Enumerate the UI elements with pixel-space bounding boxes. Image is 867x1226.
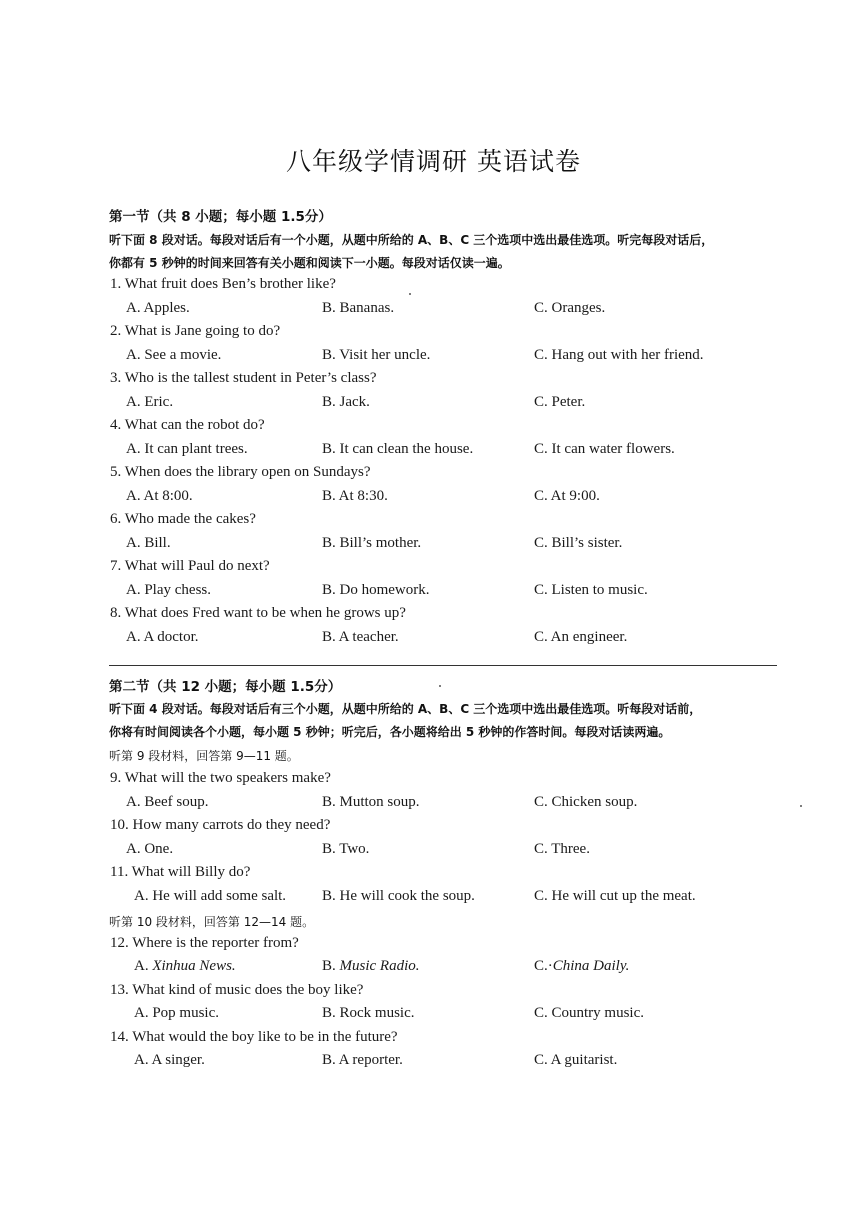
option-b: B. A teacher. bbox=[322, 629, 399, 645]
question-6: 6. Who made the cakes? bbox=[110, 511, 256, 527]
question-3: 3. Who is the tallest student in Peter’s class? bbox=[110, 370, 377, 386]
option-a: A. A singer. bbox=[134, 1052, 205, 1068]
option-b: B. At 8:30. bbox=[322, 488, 388, 504]
option-b: B. Do homework. bbox=[322, 582, 430, 598]
option-c: C. He will cut up the meat. bbox=[534, 888, 696, 904]
option-a: A. Apples. bbox=[126, 300, 190, 316]
option-a: A. A doctor. bbox=[126, 629, 199, 645]
question-4-options bbox=[0, 441, 867, 461]
option-c: C. Oranges. bbox=[534, 300, 606, 316]
option-a: A. Eric. bbox=[126, 394, 174, 410]
scan-speck bbox=[439, 685, 441, 687]
option-b: B. It can clean the house. bbox=[322, 441, 474, 457]
option-b bbox=[322, 958, 420, 975]
option-a: A. At 8:00. bbox=[126, 488, 193, 504]
question-9-options bbox=[0, 794, 867, 814]
option-a: A. Pop music. bbox=[134, 1005, 220, 1021]
option-c: C. Bill’s sister. bbox=[534, 535, 623, 551]
section1-instruction-line2: 你都有 5 秒钟的时间来回答有关小题和阅读下一小题。每段对话仅读一遍。 bbox=[109, 256, 510, 270]
question-7-options bbox=[0, 582, 867, 602]
scan-speck bbox=[800, 805, 802, 807]
question-1: 1. What fruit does Ben’s brother like? bbox=[110, 276, 336, 292]
section2-heading: 第二节（共 12 小题；每小题 1.5分） bbox=[109, 679, 342, 695]
question-3-options bbox=[0, 394, 867, 414]
section1-instruction-line1: 听下面 8 段对话。每段对话后有一个小题，从题中所给的 A、B、C 三个选项中选出最佳选项。听完每段对话后， bbox=[109, 233, 714, 247]
question-14: 14. What would the boy like to be in the future? bbox=[110, 1029, 398, 1045]
group2-label: 听第 10 段材料，回答第 12—14 题。 bbox=[109, 915, 315, 929]
option-b: B. Bananas. bbox=[322, 300, 395, 316]
question-1-options bbox=[0, 300, 867, 320]
question-2-options bbox=[0, 347, 867, 367]
option-text: Xinhua News. bbox=[152, 958, 236, 974]
option-prefix: A. bbox=[134, 958, 153, 974]
question-10: 10. How many carrots do they need? bbox=[110, 817, 331, 833]
option-c: C. Listen to music. bbox=[534, 582, 648, 598]
option-b: B. He will cook the soup. bbox=[322, 888, 475, 904]
option-text: China Daily. bbox=[552, 958, 630, 974]
option-prefix: C.· bbox=[534, 958, 553, 974]
question-8: 8. What does Fred want to be when he grows up? bbox=[110, 605, 406, 621]
option-a: A. Play chess. bbox=[126, 582, 211, 598]
question-4: 4. What can the robot do? bbox=[110, 417, 265, 433]
group1-label: 听第 9 段材料，回答第 9—11 题。 bbox=[109, 749, 299, 763]
option-a: A. It can plant trees. bbox=[126, 441, 248, 457]
option-c: C. An engineer. bbox=[534, 629, 628, 645]
question-13: 13. What kind of music does the boy like? bbox=[110, 982, 364, 998]
option-b: B. Jack. bbox=[322, 394, 370, 410]
question-8-options bbox=[0, 629, 867, 649]
question-10-options bbox=[0, 841, 867, 861]
option-b: B. Mutton soup. bbox=[322, 794, 420, 810]
option-b: B. Bill’s mother. bbox=[322, 535, 422, 551]
option-c: C. Chicken soup. bbox=[534, 794, 638, 810]
exam-title: 八年级学情调研 英语试卷 bbox=[286, 147, 581, 176]
question-5: 5. When does the library open on Sundays? bbox=[110, 464, 371, 480]
question-2: 2. What is Jane going to do? bbox=[110, 323, 281, 339]
option-c: C. Country music. bbox=[534, 1005, 645, 1021]
option-b: B. Two. bbox=[322, 841, 370, 857]
section2-instruction-line2: 你将有时间阅读各个小题，每小题 5 秒钟；听完后，各小题将给出 5 秒钟的作答时间。每段对话读两遍。 bbox=[109, 725, 671, 739]
option-a: A. Bill. bbox=[126, 535, 171, 551]
option-prefix: B. bbox=[322, 958, 340, 974]
section-divider bbox=[109, 665, 777, 666]
question-11-options bbox=[0, 888, 867, 908]
option-c: C. Hang out with her friend. bbox=[534, 347, 704, 363]
option-c: C. Three. bbox=[534, 841, 590, 857]
option-c: C. Peter. bbox=[534, 394, 586, 410]
question-12-options bbox=[0, 958, 867, 978]
option-c: C. A guitarist. bbox=[534, 1052, 618, 1068]
option-a: A. Beef soup. bbox=[126, 794, 209, 810]
question-13-options bbox=[0, 1005, 867, 1025]
question-6-options bbox=[0, 535, 867, 555]
question-12: 12. Where is the reporter from? bbox=[110, 935, 299, 951]
option-a: A. See a movie. bbox=[126, 347, 222, 363]
option-b: B. A reporter. bbox=[322, 1052, 403, 1068]
option-b: B. Visit her uncle. bbox=[322, 347, 431, 363]
option-c: C. At 9:00. bbox=[534, 488, 600, 504]
question-11: 11. What will Billy do? bbox=[110, 864, 251, 880]
option-c bbox=[534, 958, 629, 975]
scan-speck bbox=[409, 293, 411, 295]
question-5-options bbox=[0, 488, 867, 508]
option-b: B. Rock music. bbox=[322, 1005, 415, 1021]
option-c: C. It can water flowers. bbox=[534, 441, 675, 457]
question-14-options bbox=[0, 1052, 867, 1072]
option-text: Music Radio. bbox=[339, 958, 420, 974]
option-a: A. One. bbox=[126, 841, 174, 857]
section2-instruction-line1: 听下面 4 段对话。每段对话后有三个小题，从题中所给的 A、B、C 三个选项中选出最佳选项。听每段对话前， bbox=[109, 702, 702, 716]
option-a: A. He will add some salt. bbox=[134, 888, 287, 904]
question-9: 9. What will the two speakers make? bbox=[110, 770, 331, 786]
question-7: 7. What will Paul do next? bbox=[110, 558, 270, 574]
section1-heading: 第一节（共 8 小题；每小题 1.5分） bbox=[109, 209, 332, 225]
option-a bbox=[134, 958, 236, 975]
